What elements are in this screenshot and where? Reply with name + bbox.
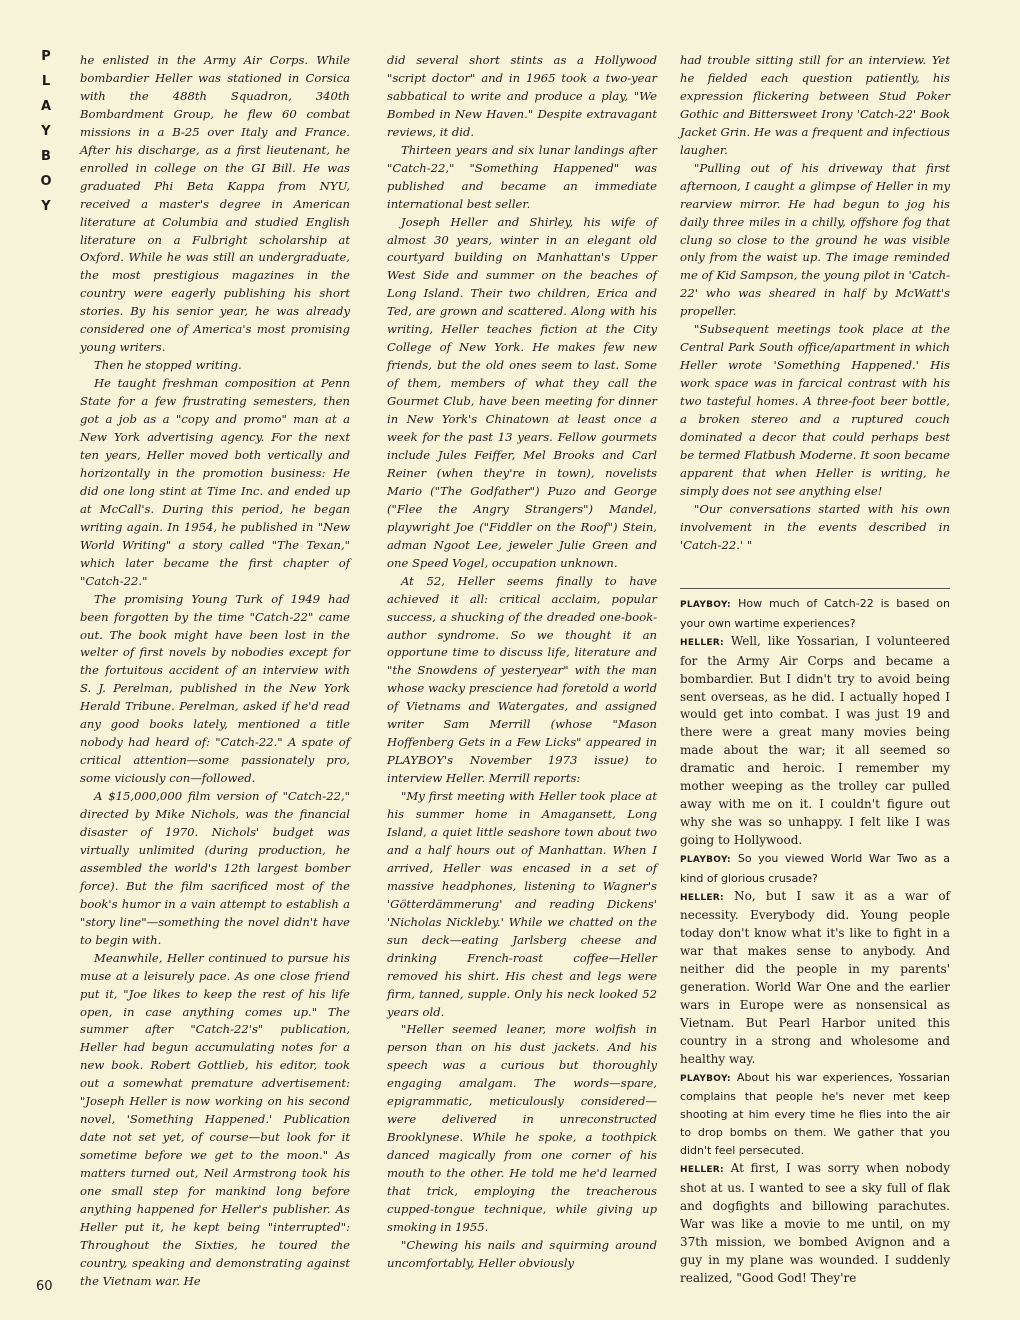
speaker-label: HELLER:: [680, 1165, 724, 1176]
column-3-intro: [680, 52, 950, 562]
interview-text: So you viewed World War Two as a kind of glorious crusade?: [680, 851, 950, 885]
brand-letter: P: [41, 49, 51, 64]
speaker-label: PLAYBOY:: [680, 600, 731, 610]
paragraph: "Chewing his nails and squirming around uncomfortably, Heller obviously: [387, 1237, 657, 1270]
paragraph: He taught freshman composition at Penn State for a few frustrating semesters, then got a job as a "copy and promo" man at a New York advertising agency. For the next ten years, Heller moved both vertically and horizontally in the promotion business: He did one long stint at Time Inc. and ended up at McCall's. During this period, he began writing again. In 1954, he published in "New World Writing" a story called "The Texan," which later became the first chapter of "Catch-22.": [80, 376, 350, 588]
brand-letter: A: [40, 99, 52, 114]
brand-letter: Y: [41, 199, 51, 214]
paragraph: "My first meeting with Heller took place at his summer home in Amagansett, Long Island, a quiet little seashore town about two and a half hours out of Manhattan. When I arrived, Heller was encased in a set of massive headphones, listening to Wagner's 'Götterdämmerung' and reading Dickens' 'Nicholas Nickleby.' While we chatted on the sun deck—eating Jarlsberg cheese and drinking French-roast coffee—Heller removed his shirt. His chest and legs were firm, tanned, supple. Only his neck looked 52 years old.: [387, 789, 657, 1019]
paragraph: Then he stopped writing.: [94, 358, 242, 373]
column-2: [387, 52, 657, 1273]
interview-exchange: [680, 633, 950, 850]
paragraph: "Our conversations started with his own involvement in the events described in 'Catch-22.' ": [680, 501, 950, 552]
interview-exchange: [680, 1069, 950, 1161]
paragraph: did several short stints as a Hollywood "script doctor" and in 1965 took a two-year sabbatical to write and produce a play, "We Bombed in New Haven." Despite extravagant reviews, it did.: [387, 53, 657, 139]
column-1: [80, 52, 350, 1291]
paragraph: he enlisted in the Army Air Corps. While bombardier Heller was stationed in Corsica with the 488th Squadron, 340th Bombardment Group, he flew 60 combat missions in a B-25 over Italy and France. After his discharge, as a first lieutenant, he enrolled in college on the GI Bill. He was graduated Phi Beta Kappa from NYU, received a master's degree in American literature at Columbia and studied English literature on a Fulbright scholarship at Oxford. While he was still an undergraduate, the most prestigious magazines in the country were eagerly publishing his short stories. By his senior year, he was already considered one of America's most promising young writers.: [80, 53, 350, 355]
interview-exchange: [680, 1160, 950, 1287]
paragraph: Thirteen years and six lunar landings after "Catch-22," "Something Happened" was published and became an immediate international best seller.: [387, 142, 657, 211]
paragraph: Meanwhile, Heller continued to pursue his muse at a leisurely pace. As one close friend put it, "Joe likes to keep the rest of his life open, in case anything comes up." The summer after "Catch-22's" publication, Heller had begun accumulating notes for a new book. Robert Gottlieb, his editor, took out a somewhat premature advertisement: "Joseph Heller is now working on his second novel, 'Something Happened.' Publication date not set yet, of course—but look for it sometime before we get to the moon." As matters turned out, Neil Armstrong took his one small step for mankind long before anything happened for Heller's publisher. As Heller put it, he kept being "interrupted": Throughout the Sixties, he toured the country, speaking and demonstrating against the Vietnam war. He: [80, 950, 350, 1288]
paragraph: had trouble sitting still for an interview. Yet he fielded each question patiently, his expression flickering between Stud Poker Gothic and Bittersweet Irony 'Catch-22' Book Jacket Grin. He was a frequent and infectious laugher.: [680, 53, 950, 157]
paragraph: A $15,000,000 film version of "Catch-22," directed by Mike Nichols, was the financial disaster of 1970. Nichols' budget was virtually unlimited (during production, he assembled the world's 12th largest bomber force). But the film sacrificed most of the book's humor in a vain attempt to establish a "story line"—something the novel didn't have to begin with.: [80, 789, 350, 947]
brand-letter: L: [41, 74, 51, 89]
interview-text: At first, I was sorry when nobody shot at us. I wanted to see a sky full of flak and dogfights and billowing parachutes. War was like a movie to me until, on my 37th mission, we bombed Avignon and a guy in my plane was wounded. I suddenly realized, "Good God! They're: [680, 1161, 950, 1285]
magazine-brand-vertical: [36, 44, 56, 219]
paragraph: "Pulling out of his driveway that first afternoon, I caught a glimpse of Heller in my rearview mirror. He had begun to jog his daily three miles in a chilly, offshore fog that clung so close to the ground he was visible only from the waist up. The image reminded me of Kid Sampson, the young pilot in 'Catch-22' who was sheared in half by McWatt's propeller.: [680, 160, 950, 319]
interview-exchange: [680, 850, 950, 888]
interview-text: Well, like Yossarian, I volunteered for the Army Air Corps and became a bombardier. But I didn't try to avoid being sent overseas, as he did. I actually hoped I would get into combat. I was just 19 and there were a great many movies being made about the war; it all seemed so dramatic and heroic. I remember my mother weeping as the trolley car pulled away with me on it. I couldn't figure out why she was so unhappy. I felt like I was going to Hollywood.: [680, 633, 950, 847]
paragraph: "Heller seemed leaner, more wolfish in person than on his dust jackets. And his speech was a curious but thoroughly engaging amalgam. The words—spare, epigrammatic, meticulously considered—were delivered in unreconstructed Brooklynese. While he spoke, a toothpick danced magically from one corner of his mouth to the other. He told me he'd learned that trick, employing the treacherous cupped-tongue technique, while giving up smoking in 1955.: [387, 1022, 657, 1234]
brand-letter: Y: [41, 124, 51, 139]
page-number: 60: [36, 1279, 53, 1294]
speaker-label: HELLER:: [680, 637, 724, 648]
paragraph: "Subsequent meetings took place at the Central Park South office/apartment in which Heller wrote 'Something Happened.' His work space was in farcical contrast with his two tasteful homes. A three-foot beer bottle, a broken stereo and a ruptured couch dominated a decor that could perhaps best be termed Flatbush Moderne. It soon became apparent that when Heller is writing, he simply does not see anything else!: [680, 322, 950, 498]
speaker-label: HELLER:: [680, 892, 724, 903]
paragraph: The promising Young Turk of 1949 had been forgotten by the time "Catch-22" came out. The book might have been lost in the welter of first novels by nobodies except for the fortuitous accident of an interview with S. J. Perelman, published in the New York Herald Tribune. Perelman, asked if he'd read any good books lately, mentioned a title nobody had heard of: "Catch-22." A spate of critical attention—some passionately pro, some viciously con—followed.: [80, 591, 350, 786]
paragraph: At 52, Heller seems finally to have achieved it all: critical acclaim, popular success, a shucking of the dreaded one-book-author syndrome. So we thought it an opportune time to discuss life, literature and "the Snowdens of yesteryear" with the man whose wacky prescience had foretold a world of Vietnams and Watergates, and assigned writer Sam Merrill (whose "Mason Hoffenberg Gets in a Few Licks" appeared in PLAYBOY's November 1973 issue) to interview Heller. Merrill reports:: [387, 573, 657, 786]
interview-exchange: [680, 888, 950, 1069]
interview-exchange: [680, 595, 950, 633]
brand-letter: B: [41, 149, 51, 164]
interview-text: How much of Catch-22 is based on your own wartime experiences?: [680, 597, 950, 630]
interview-text: No, but I saw it as a war of necessity. Everybody did. Young people today don't know what it's like to fight in a war that makes sense to anybody. And neither did the people in my parents' generation. World War One and the earlier wars in Europe were as nonsensical as Vietnam. But Pearl Harbor united this country in a strong and wholesome and healthy way.: [680, 888, 950, 1066]
paragraph: Joseph Heller and Shirley, his wife of almost 30 years, winter in an elegant old courtyard building on Manhattan's Upper West Side and summer on the beaches of Long Island. Their two children, Erica and Ted, are grown and scattered. Along with his writing, Heller teaches fiction at the City College of New York. He makes few new friends, but the old ones seem to last. Some of them, members of what they call the Gourmet Club, have been meeting for dinner in New York's Chinatown at least once a week for the past 13 years. Fellow gourmets include Jules Feiffer, Mel Brooks and Carl Reiner (when they're in town), novelists Mario ("The Godfather") Puzo and George ("Flee the Angry Strangers") Mandel, playwright Joe ("Fiddler on the Roof") Stein, adman Ngoot Lee, jeweler Julie Green and one Speed Vogel, occupation unknown.: [387, 214, 657, 570]
speaker-label: PLAYBOY:: [680, 854, 731, 865]
brand-letter: O: [40, 174, 52, 189]
speaker-label: PLAYBOY:: [680, 1073, 731, 1084]
interview-section: [680, 588, 950, 1287]
interview-text: About his war experiences, Yossarian complains that people he's never met keep shooting at him every time he flies into the air to drop bombs on them. We gather that you didn't feel persecuted.: [680, 1070, 950, 1158]
